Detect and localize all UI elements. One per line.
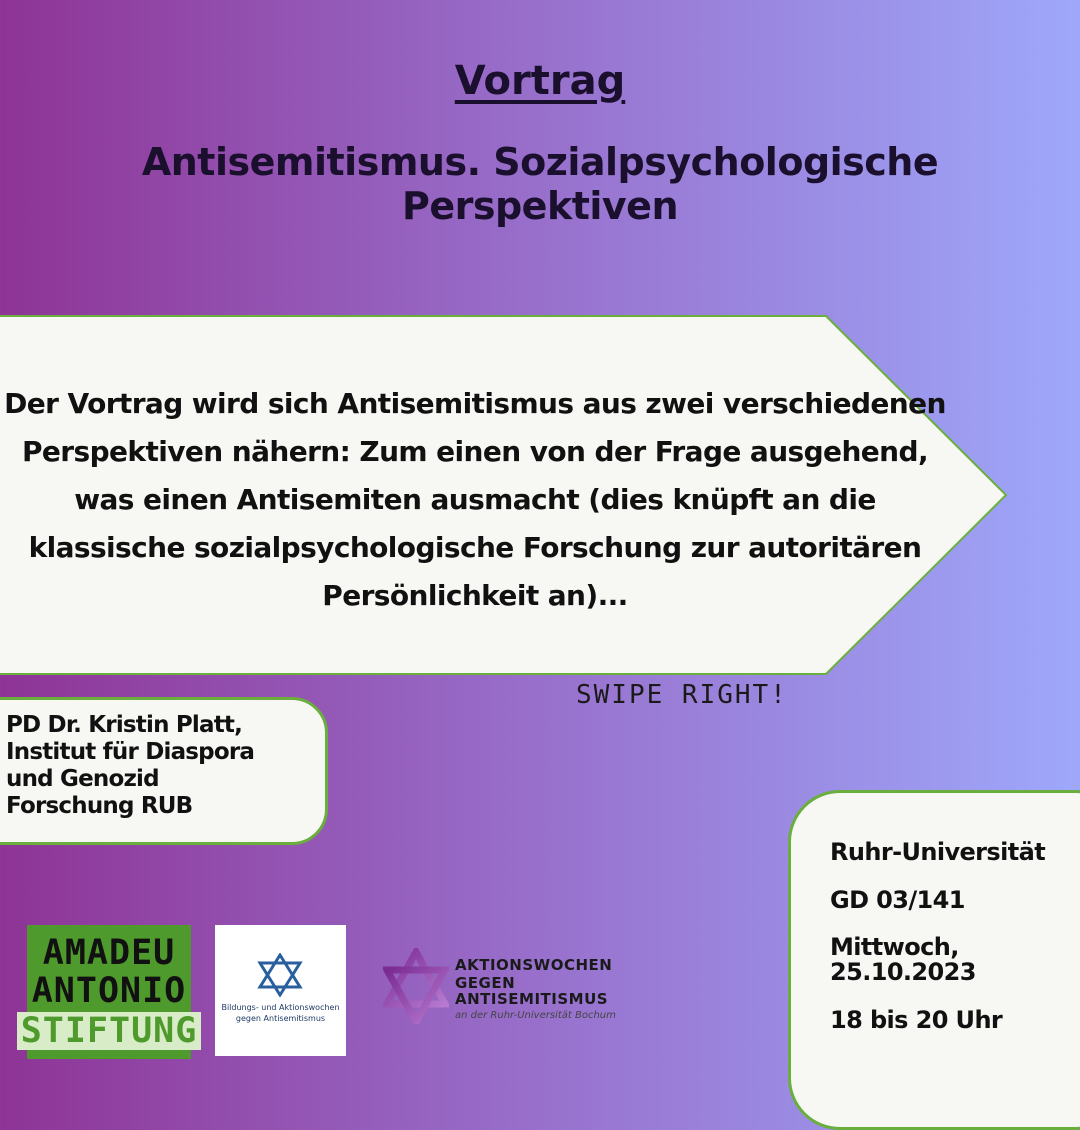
event-location: Ruhr-Universität — [830, 838, 1046, 866]
event-weekday: Mittwoch, — [830, 933, 959, 961]
aktionswochen-gegen-antisemitismus-logo — [383, 948, 643, 1028]
aas-logo-line-2: ANTONIO — [31, 971, 187, 1011]
speaker-info — [6, 712, 306, 820]
speaker-institute: Institut für Diaspora — [6, 739, 255, 765]
baga-logo-line-2: gegen Antisemitismus — [235, 1014, 326, 1023]
aga-logo-line-3: ANTISEMITISMUS — [455, 990, 609, 1008]
speaker-institute-2: und Genozid — [6, 766, 159, 792]
baga-logo-text — [215, 1002, 346, 1024]
event-time: 18 bis 20 Uhr — [830, 1006, 1003, 1034]
speaker-institute-3: Forschung RUB — [6, 793, 193, 819]
star-of-david-icon — [383, 948, 449, 1024]
talk-title: Antisemitismus. Sozialpsychologische Perspektiven — [141, 140, 939, 228]
aga-logo-line-1: AKTIONSWOCHEN — [455, 956, 613, 974]
talk-description: Der Vortrag wird sich Antisemitismus aus zwei verschiedenen Perspektiven nähern: Zum einen von der Frage ausgehend, was einen Antisemiten ausmacht (dies knüpft an die klassische sozialpsychologische Forschung zur autoritären Persönlichkeit an)... — [4, 387, 946, 612]
event-room: GD 03/141 — [830, 886, 965, 914]
star-of-david-icon — [257, 953, 303, 997]
aas-logo-line-1: AMADEU — [42, 933, 176, 973]
aas-logo-line-3: STIFTUNG — [17, 1012, 202, 1050]
baga-logo-line-1: Bildungs- und Aktionswochen — [221, 1003, 340, 1012]
amadeu-antonio-stiftung-logo — [20, 925, 198, 1059]
bildungs-aktionswochen-logo — [215, 925, 346, 1056]
swipe-right-hint: SWIPE RIGHT! — [576, 680, 788, 710]
event-date: 25.10.2023 — [830, 958, 976, 986]
aga-logo-subtitle: an der Ruhr-Universität Bochum — [455, 1010, 616, 1021]
speaker-name: PD Dr. Kristin Platt, — [6, 712, 243, 738]
talk-kicker: Vortrag — [454, 58, 626, 104]
aga-logo-line-2: GEGEN — [455, 974, 516, 992]
